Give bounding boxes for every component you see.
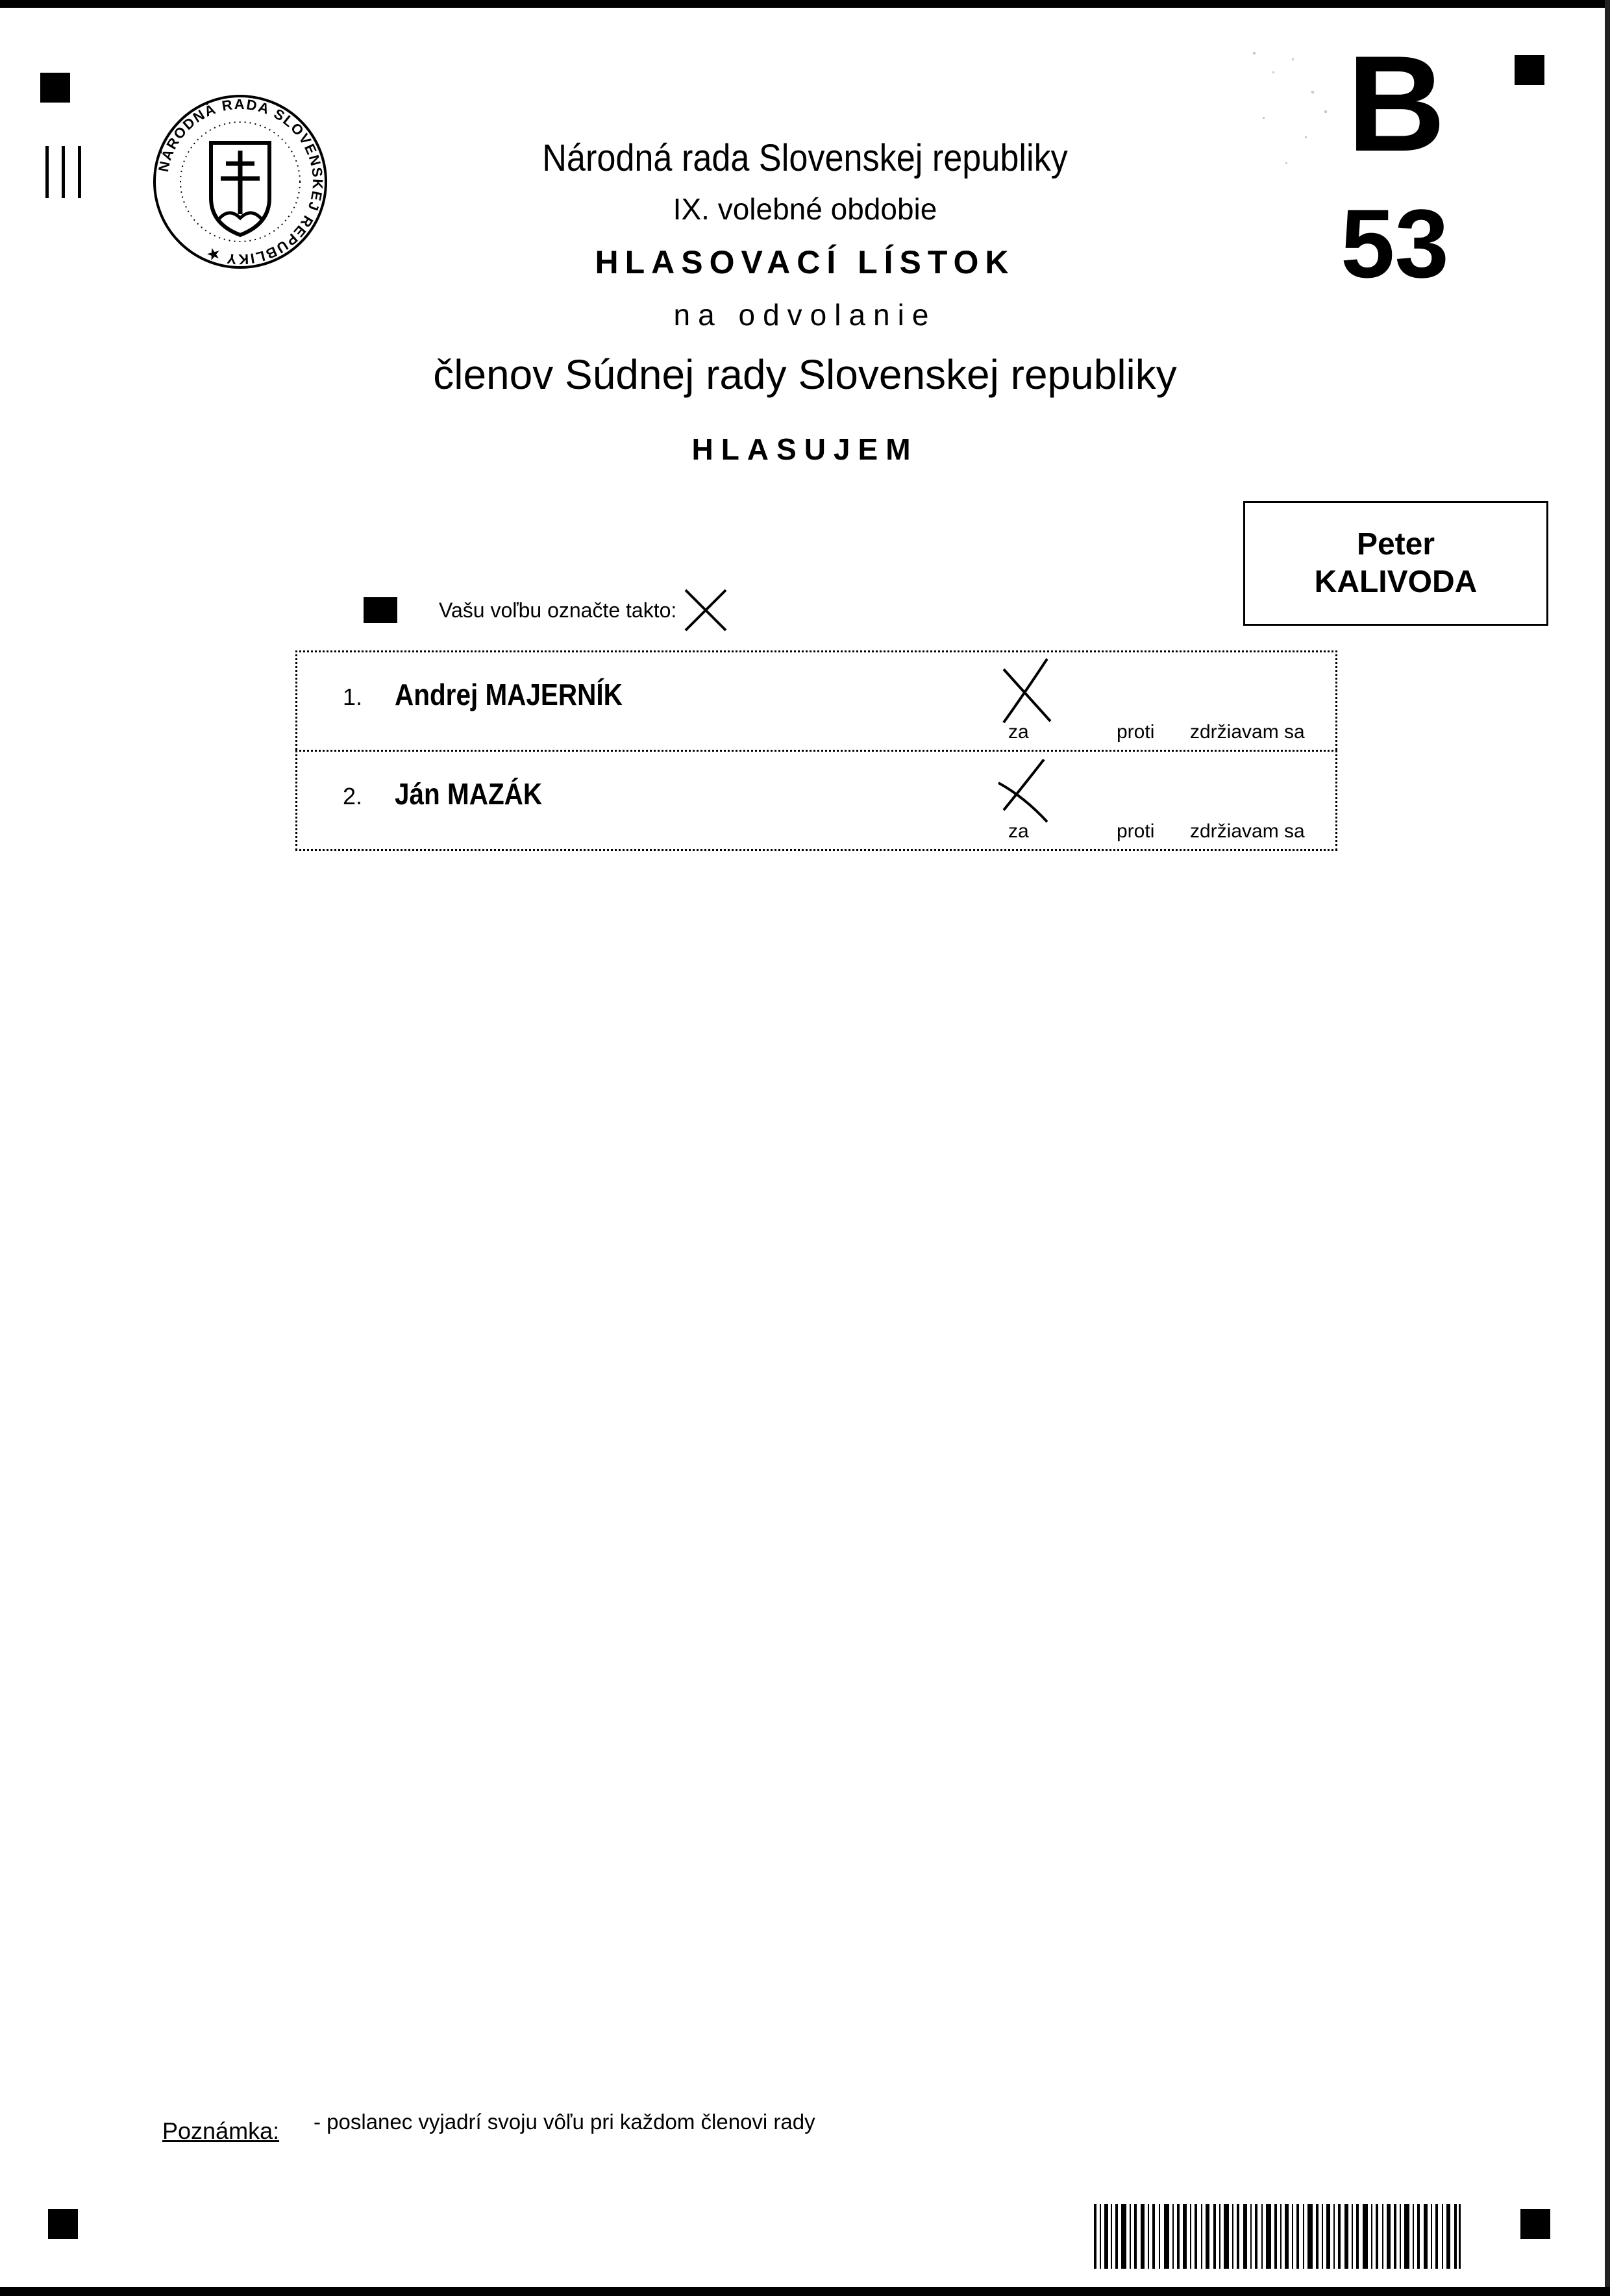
candidate-index: 2. [343,783,363,809]
scan-noise [1246,39,1344,195]
document-type: HLASOVACÍ LÍSTOK [595,244,1015,280]
svg-text:NÁRODNÁ RADA SLOVENSKEJ REPUBL: NÁRODNÁ RADA SLOVENSKEJ REPUBLIKY ★ [155,95,327,268]
registration-mark-bottom-right [1520,2209,1550,2239]
option-for[interactable]: za [1008,721,1029,743]
voter-last-name: KALIVODA [1314,565,1478,599]
ballot-number: 53 [1341,189,1449,298]
right-border [1605,0,1610,2296]
option-against[interactable]: proti [1117,721,1155,743]
legend-marker [364,597,397,623]
candidate-row [295,750,1337,851]
option-for[interactable]: za [1008,821,1029,842]
candidate-name: Andrej MAJERNÍK [395,678,623,711]
option-abstain[interactable]: zdržiavam sa [1190,721,1305,743]
barcode [1094,2204,1461,2269]
registration-mark-bottom-left [48,2209,78,2239]
series-letter: B [1347,27,1446,180]
cross-example-icon [683,587,728,633]
bottom-border [0,2287,1610,2296]
ballot-subject: členov Súdnej rady Slovenskej republiky [433,351,1177,398]
institution-title: Národná rada Slovenskej republiky [542,137,1068,179]
voter-name-box [1243,501,1548,626]
ballot-table [295,650,1337,851]
vote-cross-mark[interactable] [992,757,1057,828]
vote-cross-mark[interactable] [998,658,1057,729]
instruction-text: Vašu voľbu označte takto: [439,598,677,622]
note-label: Poznámka: [162,2117,280,2144]
action-heading: HLASUJEM [691,432,919,466]
timing-ticks [45,146,84,198]
voter-first-name: Peter [1356,527,1435,562]
top-border [0,0,1610,8]
candidate-index: 1. [343,684,363,710]
candidate-row [295,650,1337,750]
marking-instruction [364,587,728,633]
registration-mark-top-right [1515,55,1544,85]
note-text: - poslanec vyjadrí svoju vôľu pri každom členovi rady [314,2110,815,2134]
option-against[interactable]: proti [1117,821,1155,842]
registration-mark-top-left [40,73,70,103]
candidate-name: Ján MAZÁK [395,777,543,811]
purpose: na odvolanie [673,298,937,332]
option-abstain[interactable]: zdržiavam sa [1190,821,1305,842]
term-subtitle: IX. volebné obdobie [673,192,937,226]
